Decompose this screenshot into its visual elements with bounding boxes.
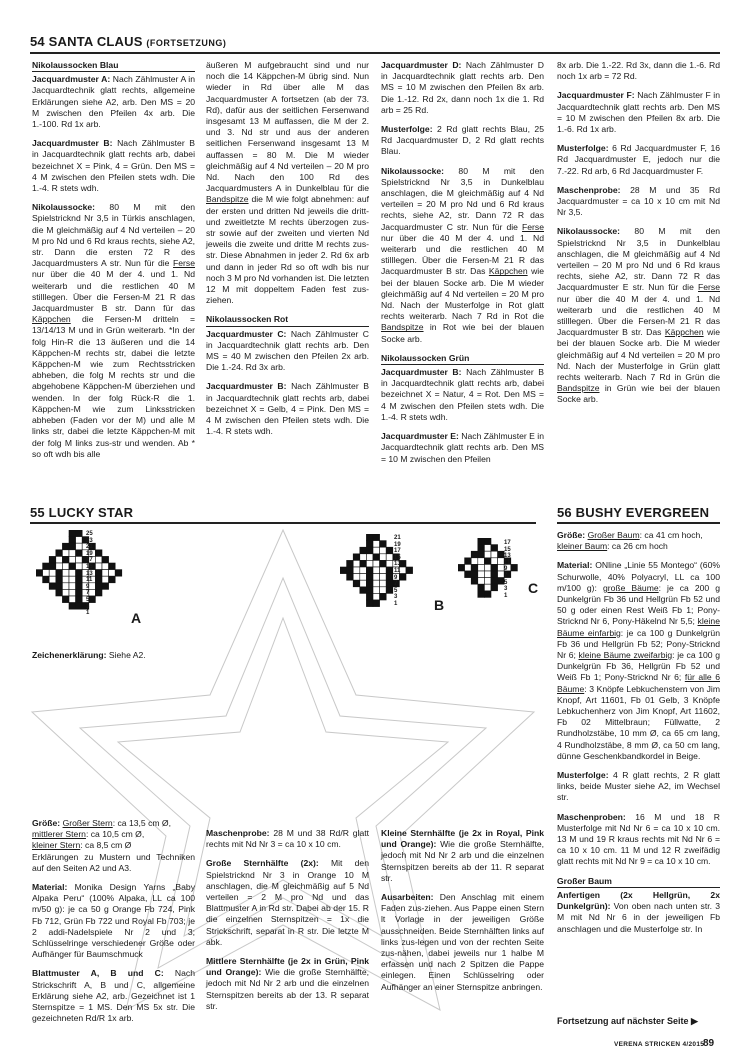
chart-cell [491, 578, 498, 585]
chart-cell [95, 550, 102, 557]
magazine-issue: VERENA STRICKEN 4/2015 [614, 1041, 705, 1048]
s55-col2: Maschenprobe: 28 M und 38 Rd/R glatt rechts mit Nd Nr 3 = ca 10 x 10 cm. Große Sternhälfte (2x): Mit den Spielstricknd Nr 3 in Orange 10 M anschlagen, die M gleichmäßig auf 5 Nd verteilen = 2 M pro Nd und das Blattmuster A in Rd str. Dabei ab der 15. R die einzelnen Sternspitzen = 1x die Strickschrift, separat in R str. Die letzte M abk. Mittlere Sternhälfte (je 2x in Grün, Pink und Orange): Wie die große Sternhälfte, jedoch mit Nd Nr 2 arb und die einzelnen Sternspitzen bereits ab der 13. R separat str. [206, 828, 369, 1011]
chart-cell [366, 554, 373, 561]
chart-cell [380, 547, 387, 554]
chart-cell [366, 541, 373, 548]
chart-cell [76, 543, 83, 550]
chart-row-number: 9 [504, 566, 508, 573]
chart-cell [373, 587, 380, 594]
chart-cell [69, 530, 76, 537]
chart-row-number: 7 [504, 572, 508, 579]
chart-cell [95, 563, 102, 570]
chart-cell [380, 541, 387, 548]
chart-cell [49, 570, 56, 577]
chart-row-number: 15 [394, 554, 401, 561]
chart-cell [366, 600, 373, 607]
chart-cell [366, 593, 373, 600]
chart-row-number: 21 [86, 544, 93, 551]
chart-cell [62, 543, 69, 550]
chart-cell [36, 570, 43, 577]
chart-cell [471, 551, 478, 558]
chart-cell [69, 543, 76, 550]
s56-col: Größe: Großer Baum: ca 41 cm hoch, kleiner Baum: ca 26 cm hoch Material: ONline „Linie 55 Montego“ (60% Schurwolle, 40% Polyacryl, LL ca 100 m/100 g): große Bäume: je ca 200 g Dunkelgrün Fb 36 und Hellgrün Fb 52 und 50 g oder einen Rest Weiß Fb 1; Pony-Stricknd Nr 6, Pony-Häkelnd Nr 5,5; kleine Bäume einfarbig: je ca 100 g Dunkelgrün Fb 36 und Hellgrün Fb 52; Pony-Stricknd Nr 6; kleine Bäume zweifarbig: je ca 100 g Dunkelgrün Fb 36, Hellgrün Fb 52 und Weiß Fb 1; Pony-Stricknd Nr 6; für alle 6 Bäume: 3 Knöpfe Lebkuchenstern von Jim Knopf, Art 11601, Fb 01 Gelb, 3 Knöpfe Lebkuchenherz von Jim Knopf, Art 11602, Fb 02 Mittelbraun; Füllwatte, 2 Rundholzstäbe, 10 mm Ø, ca 65 cm lang, 4 Rundholzstäbe, 8 mm Ø, ca 50 cm lang, dünne Geschenkbandkordel in Beige. Musterfolge: 4 R glatt rechts, 2 R glatt links, beide Muster siehe A2, im Wechsel str. Maschenproben: 16 M und 18 R Musterfolge mit Nd Nr 6 = ca 10 x 10 cm. 13 M und 19 R kraus rechts mit Nd Nr 6 = ca 10 x 10 cm. 11 M und 12 R zweifädig glatt rechts mit Nd Nr 9 = ca 10 x 10 cm. Großer Baum Anfertigen (2x Hellgrün, 2x Dunkelgrün): Von oben nach unten str. 3 M mit Nd Nr 6 in der jeweiligen Fb anschlagen und die Musterfolge str. In [557, 530, 720, 934]
chart-row-number: 1 [86, 610, 90, 617]
section-55-title: 55 LUCKY STAR [30, 505, 134, 520]
chart-c-grid [458, 538, 533, 603]
chart-cell [49, 576, 56, 583]
chart-cell [95, 556, 102, 563]
chart-cell [465, 558, 472, 565]
chart-cell [386, 567, 393, 574]
chart-cell [478, 551, 485, 558]
chart-cell [484, 545, 491, 552]
chart-row-number: 13 [504, 553, 511, 560]
subhead-gruen: Nikolaussocken Grün [381, 353, 544, 365]
chart-cell [347, 560, 354, 567]
chart-cell [109, 570, 116, 577]
chart-cell [386, 580, 393, 587]
chart-b [340, 534, 430, 614]
chart-cell [380, 593, 387, 600]
chart-cell [360, 554, 367, 561]
chart-cell [484, 558, 491, 565]
chart-cell [386, 560, 393, 567]
chart-cell [76, 537, 83, 544]
chart-cell [69, 596, 76, 603]
chart-cell [109, 576, 116, 583]
chart-cell [62, 589, 69, 596]
chart-cell [76, 589, 83, 596]
chart-cell [56, 589, 63, 596]
chart-cell [95, 583, 102, 590]
chart-row-number: 15 [86, 563, 93, 570]
chart-row-number: 11 [394, 567, 401, 574]
s55-col1: Größe: Großer Stern: ca 13,5 cm Ø, mittlerer Stern: ca 10,5 cm Ø, kleiner Stern: ca 8,5 cm Ø Erklärungen zu Mustern und Techniken auf den Seiten A2 und A3. Material: Monika Design Yarns „Baby Alpaka Peru“ (100% Alpaka, LL ca 100 m/50 g): je ca 50 g Orange Fb 724, Pink Fb 712, Grün Fb 722 und Royal Fb 703; je 2 addi-Nadelspiele Nr 2 und 3; Schlüsselringe verschiedener Größe oder Aufhänger für Baumschmuck Blattmuster A, B und C: Nach Strickschrift A, B und C, allgemeine Erklärung siehe A2, arb. Gezeichnet ist 1 Sternspitze = 1 MS. Den MS 5x str. Die gezeichneten Rd/R 1x arb. [32, 818, 195, 1024]
chart-row-number: 3 [504, 586, 508, 593]
chart-cell [56, 556, 63, 563]
chart-cell [62, 550, 69, 557]
chart-cell [69, 570, 76, 577]
chart-cell [102, 576, 109, 583]
col2-text: äußeren M aufgebraucht sind und nur noch die 14 Käppchen-M übrig sind. Nun wieder in Rd über alle M das Jacquardmuster A fortsetzen (ab der 73. Rd), dafür aus der seitlichen Fersenwand insgesamt 13 M auffassen, die M der 2. und 3. Nd str und aus der anderen seitlichen Fersenwand insgesamt 13 M auffassen = 80 M. Die M wieder gleichmäßig auf 4 Nd verteilen – 20 M pro Nd. Nach den 100 Rd des Jacquardmusters A in Dunkelblau für die Bandspitze die M wie folgt abnehmen: auf der ersten und dritten Nd jeweils die dritt- und zweitletzte M rechts überzogen zus-str sowie auf der zweiten und vierten Nd jeweils die zweite und dritte M rechts zus-str. Diese Abnahmen in jeder 2. Rd 6x arb und dann in jeder Rd so oft wdh bis nur noch 3 M pro Nd vorhanden ist. Die letzten 12 M mit doppeltem Faden fest zus-ziehen. Nikolaussocken Rot Jacquardmuster C: Nach Zählmuster C in Jacquardtechnik glatt rechts arb. Den MS = 40 M zwischen den Pfeilen 2x arb. Die 1.-24. Rd 3x arb. Jacquardmuster B: Nach Zählmuster B in Jacquardtechnik glatt rechts arb, dabei bezeichnet X = Gelb, 4 = Pink. Den MS = 4 M zwischen den Pfeilen stets wdh. Die 1.-4. R stets wdh. [206, 60, 369, 437]
chart-cell [491, 564, 498, 571]
chart-row-number: 17 [86, 557, 93, 564]
page-number: 89 [703, 1038, 715, 1049]
chart-cell [69, 550, 76, 557]
chart-cell [465, 571, 472, 578]
chart-cell [366, 587, 373, 594]
s55-col3: Kleine Sternhälfte (je 2x in Royal, Pink und Orange): Wie die große Sternhälfte, jedoch mit Nd Nr 2 arb und die einzelnen Sternspitzen bereits ab der 11. R separat str. Ausarbeiten: Den Anschlag mit einem Faden zus-ziehen. Aus Pappe einen Stern lt Vorlage in der jeweiligen Größe ausschneiden. Beide Sternhälften links auf links zus-legen und von der rechten Seite zus-nähen, dabei jeweils nur 1 halbe M erfassen und nach 2 Spitzen die Pappe einlegen. Einen Schlüsselring oder Aufhänger an einer Sternspitze anbringen. [381, 828, 544, 992]
chart-cell [478, 564, 485, 571]
chart-cell [373, 560, 380, 567]
chart-cell [95, 589, 102, 596]
chart-cell [366, 580, 373, 587]
chart-row-number: 19 [394, 541, 401, 548]
chart-cell [56, 576, 63, 583]
chart-cell [69, 589, 76, 596]
chart-cell [373, 593, 380, 600]
chart-cell [43, 570, 50, 577]
chart-cell [69, 556, 76, 563]
chart-cell [43, 563, 50, 570]
chart-cell [380, 567, 387, 574]
subhead-grosser-baum: Großer Baum [557, 876, 720, 888]
chart-cell [491, 551, 498, 558]
chart-cell [484, 591, 491, 598]
chart-row-number: 5 [504, 579, 508, 586]
chart-cell [380, 587, 387, 594]
col4-text: 8x arb. Die 1.-22. Rd 3x, dann die 1.-6. Rd noch 1x arb = 72 Rd. Jacquardmuster F: Nach Zählmuster F in Jacquardtechnik glatt rechts arb. Den MS = 10 M zwischen den Pfeilen 8x arb. Die 1.-6. Rd 1x arb. Musterfolge: 6 Rd Jacquardmuster F, 16 Rd Jacquardmuster E, jedoch nur die 7.-22. Rd arb, 6 Rd Jacquardmuster F. Maschenprobe: 28 M und 35 Rd Jacquardmuster = ca 10 x 10 cm mit Nd Nr 3,5. Nikolaussocke: 80 M mit den Spielstricknd Nr 3,5 in Dunkelblau anschlagen, die M gleichmäßig auf 4 Nd verteilen – 20 M pro Nd und 6 Rd kraus rechts, siehe A2, str. Dann 72 R das Jacquardmuster E str. Nun für die Ferse nur über die 40 M der 4. und 1. Nd weiterarb und die restlichen 40 M stilllegen. Über die Fersen-M 21 R das Jacquardmuster B str. Das Käppchen wie bei der blauen Socke arb. Die M wieder gleichmäßig auf 4 Nd verteilen = 20 M pro Nd. Nach der Musterfolge in Grün glatt rechts weiterarb. Nach 7 Rd in Grün die Bandspitze in Grün wie bei der blauen Socke arb. [557, 60, 720, 405]
chart-cell [62, 576, 69, 583]
chart-a-label: A [131, 610, 142, 626]
chart-row-number: 9 [86, 583, 90, 590]
chart-cell [386, 547, 393, 554]
chart-row-number: 17 [394, 548, 401, 555]
chart-cell [62, 556, 69, 563]
chart-cell [49, 556, 56, 563]
chart-row-number: 3 [394, 594, 398, 601]
chart-row-number: 3 [86, 603, 90, 610]
chart-cell [491, 584, 498, 591]
chart-cell [373, 600, 380, 607]
chart-cell [69, 583, 76, 590]
chart-cell [478, 545, 485, 552]
chart-cell [380, 554, 387, 561]
chart-a-row-numbers [86, 531, 93, 617]
chart-cell [347, 574, 354, 581]
chart-row-number: 7 [394, 581, 398, 588]
chart-cell [95, 570, 102, 577]
chart-cell [478, 591, 485, 598]
chart-cell [373, 547, 380, 554]
chart-cell [69, 563, 76, 570]
chart-cell [69, 603, 76, 610]
chart-cell [76, 570, 83, 577]
chart-row-number: 1 [504, 592, 508, 599]
chart-cell [386, 554, 393, 561]
chart-row-number: 5 [394, 587, 398, 594]
chart-cell [109, 563, 116, 570]
chart-row-number: 9 [394, 574, 398, 581]
chart-cell [102, 556, 109, 563]
zeichenerklaerung: Zeichenerklärung: Siehe A2. [32, 650, 146, 660]
chart-cell [56, 563, 63, 570]
chart-cell [360, 587, 367, 594]
chart-cell [353, 554, 360, 561]
chart-cell [56, 570, 63, 577]
chart-cell [484, 551, 491, 558]
chart-cell [62, 563, 69, 570]
chart-cell [373, 554, 380, 561]
chart-b-label: B [434, 597, 445, 613]
chart-cell [76, 596, 83, 603]
chart-c [458, 538, 533, 608]
chart-cell [360, 567, 367, 574]
chart-cell [373, 580, 380, 587]
chart-cell [76, 550, 83, 557]
chart-cell [360, 560, 367, 567]
chart-cell [76, 530, 83, 537]
chart-row-number: 1 [394, 600, 398, 607]
section-56-title: 56 BUSHY EVERGREEN [557, 505, 710, 520]
chart-b-row-numbers [394, 535, 401, 608]
chart-cell [478, 538, 485, 545]
chart-cell [458, 564, 465, 571]
chart-row-number: 21 [394, 535, 401, 541]
chart-cell [484, 571, 491, 578]
chart-cell [360, 580, 367, 587]
chart-b-grid [340, 534, 430, 609]
chart-cell [366, 560, 373, 567]
chart-cell [478, 558, 485, 565]
chart-cell [62, 596, 69, 603]
chart-cell [360, 547, 367, 554]
chart-cell [76, 583, 83, 590]
chart-cell [62, 583, 69, 590]
chart-cell [56, 583, 63, 590]
chart-row-number: 19 [86, 550, 93, 557]
chart-cell [76, 563, 83, 570]
chart-cell [491, 558, 498, 565]
chart-row-number: 13 [394, 561, 401, 568]
chart-cell [76, 556, 83, 563]
chart-cell [471, 571, 478, 578]
chart-cell [380, 560, 387, 567]
col3-text: Jacquardmuster D: Nach Zählmuster D in Jacquardtechnik glatt rechts arb. Den MS = 10 M zwischen den Pfeilen 8x arb. Die 1.-12. Rd 2x, dann noch 1x die 1. Rd arb = 25 Rd. Musterfolge: 2 Rd glatt rechts Blau, 25 Rd Jacquardmuster D, 2 Rd glatt rechts Blau. Nikolaussocke: 80 M mit den Spielstricknd Nr 3,5 in Dunkelblau anschlagen, die M gleichmäßig auf 4 Nd verteilen = 20 M pro Nd und 6 Rd kraus rechts, siehe A2, str. Dann 72 R das Jacquardmuster C str. Nun für die Ferse nur über die 40 M der 4. und 1. Nd weiterarb und die restlichen 40 M stilllegen. Über die Fersen-M 21 R das Jacquardmuster B str. Das Käppchen wie bei der blauen Socke arb. Die M wieder gleichmäßig auf 4 Nd verteilen = 20 M pro Nd. Nach der Musterfolge in Rot glatt rechts weiterarb. Nach 7 Rd in Rot die Bandspitze in Rot wie bei der blauen Socke arb. Nikolaussocken Grün Jacquardmuster B: Nach Zählmuster B in Jacquardtechnik glatt rechts arb, dabei bezeichnet X = Natur, 4 = Rot. Den MS = 4 M zwischen den Pfeilen stets wdh. Die 1.-4. R stets wdh. Jacquardmuster E: Nach Zählmuster E in Jacquardtechnik glatt rechts arb. Den MS = 10 M zwischen den Pfeilen [381, 60, 544, 464]
chart-cell [353, 574, 360, 581]
chart-cell [353, 567, 360, 574]
chart-cell [360, 574, 367, 581]
chart-row-number: 11 [86, 577, 93, 584]
chart-cell [484, 538, 491, 545]
chart-cell [386, 587, 393, 594]
chart-cell [353, 580, 360, 587]
chart-cell [471, 564, 478, 571]
chart-cell [478, 578, 485, 585]
chart-cell [380, 580, 387, 587]
chart-row-number: 23 [86, 537, 93, 544]
chart-cell [340, 567, 347, 574]
chart-cell [102, 563, 109, 570]
chart-cell [373, 534, 380, 541]
chart-cell [69, 537, 76, 544]
chart-cell [484, 564, 491, 571]
chart-cell [353, 560, 360, 567]
chart-cell [366, 534, 373, 541]
chart-row-number: 25 [86, 531, 93, 537]
subhead-rot: Nikolaussocken Rot [206, 314, 369, 326]
chart-cell [386, 574, 393, 581]
chart-cell [491, 545, 498, 552]
chart-cell [43, 576, 50, 583]
chart-cell [373, 574, 380, 581]
chart-cell [49, 563, 56, 570]
chart-cell [115, 570, 122, 577]
chart-cell [406, 567, 413, 574]
chart-cell [76, 603, 83, 610]
chart-cell [465, 564, 472, 571]
continue-next-page: Fortsetzung auf nächster Seite ▶ [557, 1016, 698, 1026]
chart-cell [478, 571, 485, 578]
chart-row-number: 5 [86, 596, 90, 603]
chart-cell [49, 583, 56, 590]
subhead-blau: Nikolaussocken Blau [32, 60, 195, 72]
chart-cell [471, 558, 478, 565]
chart-c-row-numbers [504, 540, 511, 599]
chart-row-number: 17 [504, 540, 511, 546]
section-54-title: 54 SANTA CLAUS (FORTSETZUNG) [30, 34, 227, 49]
chart-row-number: 7 [86, 590, 90, 597]
chart-cell [62, 570, 69, 577]
chart-row-number: 15 [504, 546, 511, 553]
chart-cell [484, 584, 491, 591]
chart-cell [373, 541, 380, 548]
chart-c-label: C [528, 580, 539, 596]
chart-cell [69, 576, 76, 583]
chart-cell [373, 567, 380, 574]
chart-cell [366, 567, 373, 574]
chart-cell [102, 583, 109, 590]
chart-cell [511, 564, 518, 571]
chart-cell [380, 574, 387, 581]
chart-cell [484, 578, 491, 585]
chart-cell [491, 571, 498, 578]
chart-cell [76, 576, 83, 583]
col1-nikolaussocken-blau: Nikolaussocken Blau Jacquardmuster A: Nach Zählmuster A in Jacquardtechnik glatt rechts, allgemeine Erklärungen siehe A2, arb. Den MS = 20 M zwischen den Pfeilen 4x arb. Die 1.-100. Rd 1x arb. Jacquardmuster B: Nach Zählmuster B in Jacquardtechnik glatt rechts arb, dabei bezeichnet X = Pink, 4 = Grün. Den MS = 4 M zwischen den Pfeilen stets wdh. Die 1.-4. R stets wdh. Nikolaussocke: 80 M mit den Spielstricknd Nr 3,5 in Türkis anschlagen, die M gleichmäßig auf 4 Nd verteilen – 20 M pro Nd und 6 Rd kraus rechts, siehe A2, str. Dann die ersten 72 R des Jacquardmusters A str. Nun für die Ferse nur über die 40 M der 4. und 1. Nd weiterarb und die restlichen 40 M stilllegen. Über die Fersen-M 21 R das Jacquardmuster B str. Dann für das Käppchen die Fersen-M dritteln = 13/14/13 M und in Grün weiterarb. *In der folg Hin-R die 13 äußeren und die 14 Käppchen-M rechts str, dabei die letzte Käppchen-M wie zum Rechtsstricken abheben, die folg M rechts str und die abgehobene Käppchen-M überziehen und wenden. In der folg Rück-R die 1. Käppchen-M wie zum Linksstricken abheben (Faden vor der M) und alle M links str, dabei die letzte Käppchen-M mit der folg M links zus-str und wenden. Ab * so oft wdh bis alle [32, 60, 195, 459]
chart-cell [478, 584, 485, 591]
chart-cell [347, 567, 354, 574]
chart-cell [56, 550, 63, 557]
chart-cell [471, 578, 478, 585]
chart-cell [95, 576, 102, 583]
chart-cell [366, 547, 373, 554]
chart-row-number: 13 [86, 570, 93, 577]
chart-cell [102, 570, 109, 577]
chart-row-number: 11 [504, 559, 511, 566]
chart-cell [366, 574, 373, 581]
